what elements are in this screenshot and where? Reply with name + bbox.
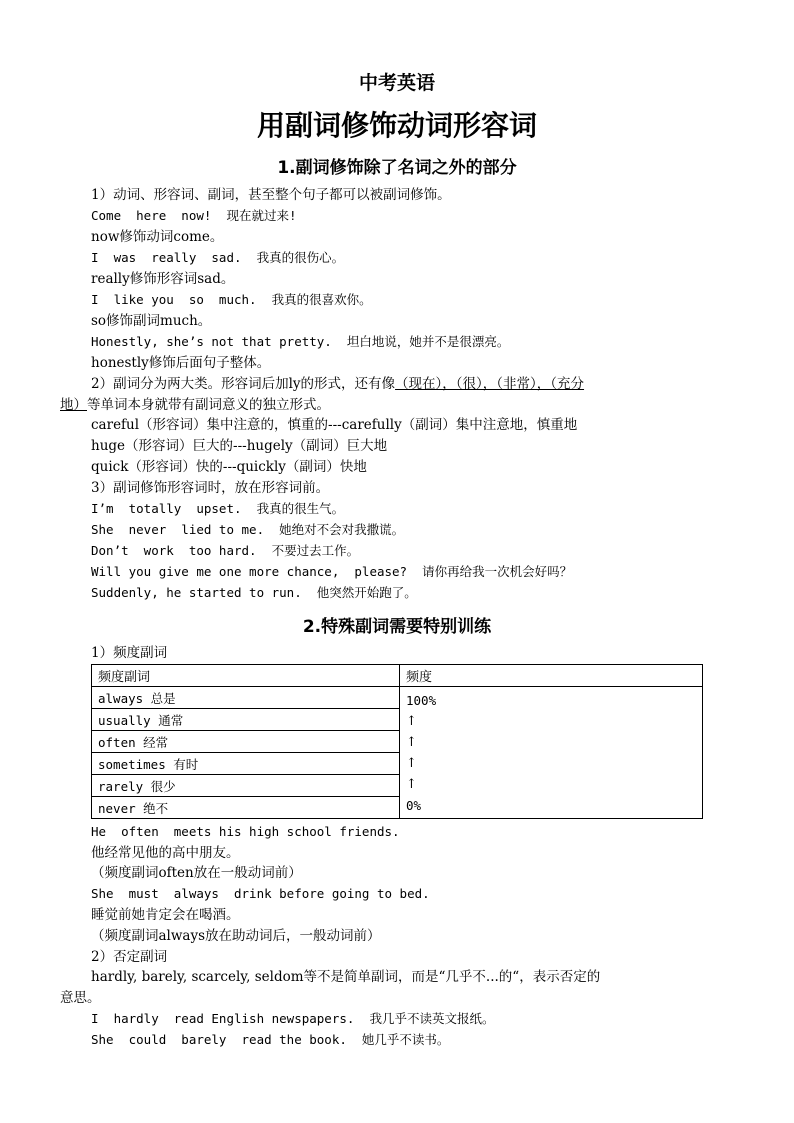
text-line: I hardly read English newspapers. 我几乎不读英文报纸。 bbox=[91, 1011, 495, 1026]
frequency-table bbox=[91, 664, 703, 819]
table-cell: never 绝不 bbox=[92, 797, 400, 819]
text-line: I like you so much. 我真的很喜欢你。 bbox=[91, 292, 372, 307]
text-line: 1）动词、形容词、副词，甚至整个句子都可以被副词修饰。 bbox=[91, 187, 451, 203]
text-line: really修饰形容词sad。 bbox=[91, 271, 235, 287]
frequency-scale bbox=[406, 690, 696, 816]
text-line: careful（形容词）集中注意的，慎重的---carefully（副词）集中注意地，慎重地 bbox=[91, 417, 578, 433]
table-cell: often 经常 bbox=[92, 731, 400, 753]
underlined-text: （现在），（很），（非常），（充分 bbox=[395, 376, 585, 392]
text-line: 意思。 bbox=[60, 990, 101, 1006]
text-line: Will you give me one more chance, please? 请你再给我一次机会好吗？ bbox=[91, 564, 573, 579]
table-cell: rarely 很少 bbox=[92, 775, 400, 797]
table-cell: usually 通常 bbox=[92, 709, 400, 731]
text-line bbox=[60, 395, 330, 415]
up-arrow-icon: ↑ bbox=[406, 756, 417, 771]
section2-heading: 2.特殊副词需要特别训练 bbox=[302, 617, 492, 637]
document-title: 用副词修饰动词形容词 bbox=[256, 109, 537, 142]
table-cell: sometimes 有时 bbox=[92, 753, 400, 775]
text-line: （频度副词always放在助动词后，一般动词前） bbox=[91, 928, 381, 944]
table-header-cell: 频度 bbox=[400, 665, 703, 687]
text-line: She never lied to me. 她绝对不会对我撒谎。 bbox=[91, 522, 405, 537]
scale-bottom-label: 0% bbox=[406, 798, 422, 813]
table-header-cell: 频度副词 bbox=[92, 665, 400, 687]
text-line: 睡觉前她肯定会在喝酒。 bbox=[91, 907, 240, 923]
section1-heading: 1.副词修饰除了名词之外的部分 bbox=[277, 158, 517, 178]
table-cell: always 总是 bbox=[92, 687, 400, 709]
up-arrow-icon: ↑ bbox=[406, 735, 417, 750]
up-arrow-icon: ↑ bbox=[406, 777, 417, 792]
text-line: huge（形容词）巨大的---hugely（副词）巨大地 bbox=[91, 438, 388, 454]
text-line: She could barely read the book. 她几乎不读书。 bbox=[91, 1032, 450, 1047]
text-line: Don’t work too hard. 不要过去工作。 bbox=[91, 543, 360, 558]
text-line: （频度副词often放在一般动词前） bbox=[91, 865, 302, 881]
text-line: She must always drink before going to bed. bbox=[91, 886, 430, 901]
text-line: hardly, barely, scarcely, seldom等不是简单副词，而是“几乎不...的“，表示否定的 bbox=[91, 969, 601, 985]
text-line: Come here now! 现在就过来! bbox=[91, 208, 297, 223]
text-line: I’m totally upset. 我真的很生气。 bbox=[91, 501, 345, 516]
text-line: honestly修饰后面句子整体。 bbox=[91, 355, 271, 371]
frequency-scale-cell bbox=[400, 687, 703, 819]
scale-top-label: 100% bbox=[406, 693, 437, 708]
text-line: 3）副词修饰形容词时，放在形容词前。 bbox=[91, 480, 330, 496]
underlined-text: 地） bbox=[60, 397, 87, 413]
text-line: I was really sad. 我真的很伤心。 bbox=[91, 250, 345, 265]
table-header-row bbox=[92, 665, 703, 687]
table-row bbox=[92, 687, 703, 709]
text-line: now修饰动词come。 bbox=[91, 229, 224, 245]
text-line: Suddenly, he started to run. 他突然开始跑了。 bbox=[91, 585, 417, 600]
text-line: 2）否定副词 bbox=[91, 949, 168, 965]
text-span: 2）副词分为两大类。形容词后加ly的形式，还有像 bbox=[91, 376, 396, 392]
text-line: quick（形容词）快的---quickly（副词）快地 bbox=[91, 459, 367, 475]
up-arrow-icon: ↑ bbox=[406, 714, 417, 729]
text-line: 他经常见他的高中朋友。 bbox=[91, 845, 240, 861]
text-line: He often meets his high school friends. bbox=[91, 824, 400, 839]
document-subtitle: 中考英语 bbox=[358, 72, 435, 94]
text-line: so修饰副词much。 bbox=[91, 313, 212, 329]
text-line: Honestly, she’s not that pretty. 坦白地说，她并不是很漂亮。 bbox=[91, 334, 510, 349]
subheading: 1）频度副词 bbox=[91, 645, 168, 661]
text-span: 等单词本身就带有副词意义的独立形式。 bbox=[87, 397, 330, 413]
text-line bbox=[91, 374, 584, 394]
